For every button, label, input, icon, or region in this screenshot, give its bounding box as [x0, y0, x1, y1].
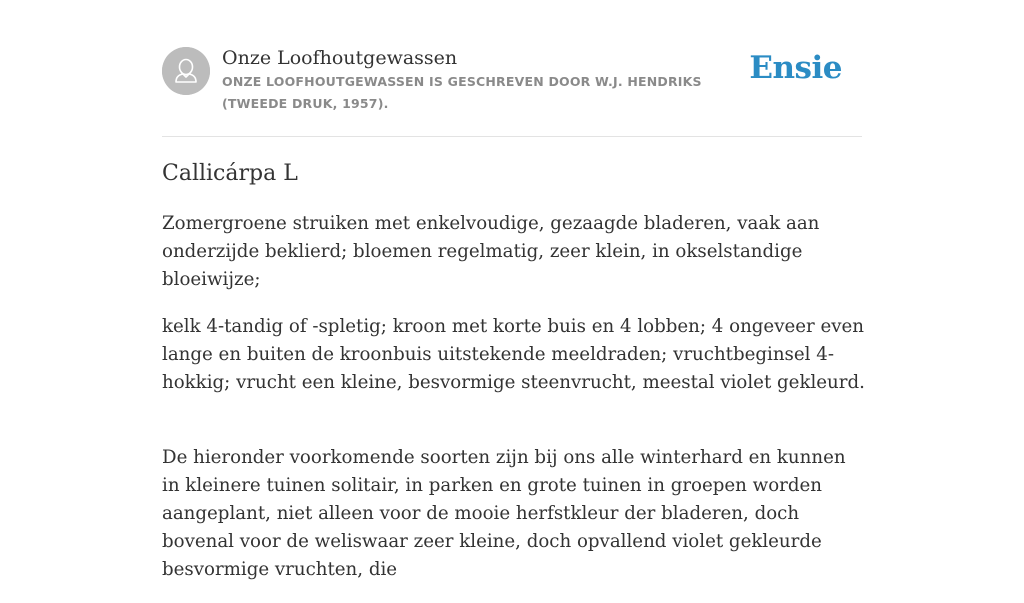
source-title[interactable]: Onze Loofhoutgewassen	[222, 47, 458, 69]
entry-title: Callicárpa L	[162, 161, 298, 186]
entry-paragraph: De hieronder voorkomende soorten zijn bij ons alle winterhard en kunnen in kleinere tuinen solitair, in parken en grote tuinen in groepen worden aangeplant, niet alleen voor de mooie herfstkleur der bladeren, doch bovenal voor de weliswaar zeer kleine, doch opvallend violet gekleurde besvormige vruchten, die	[162, 447, 846, 580]
source-description: ONZE LOOFHOUTGEWASSEN IS GESCHREVEN DOOR W.J. HENDRIKS (TWEEDE DRUK, 1957).	[222, 74, 702, 111]
entry-paragraph: Zomergroene struiken met enkelvoudige, gezaagde bladeren, vaak aan onderzijde beklierd; bloemen regelmatig, zeer klein, in okselstandige bloeiwijze;	[162, 213, 820, 290]
avatar	[162, 47, 210, 95]
source-header	[162, 46, 862, 137]
entry-paragraph: kelk 4-tandig of -spletig; kroon met korte buis en 4 lobben; 4 ongeveer even lange en buiten de kroonbuis uitstekende meeldraden; vruchtbeginsel 4-hokkig; vrucht een kleine, besvormige steenvrucht, meestal violet gekleurd.	[162, 316, 865, 393]
ensie-logo[interactable]: Ensie	[749, 50, 842, 86]
user-icon	[162, 47, 210, 95]
entry-content	[162, 158, 867, 603]
